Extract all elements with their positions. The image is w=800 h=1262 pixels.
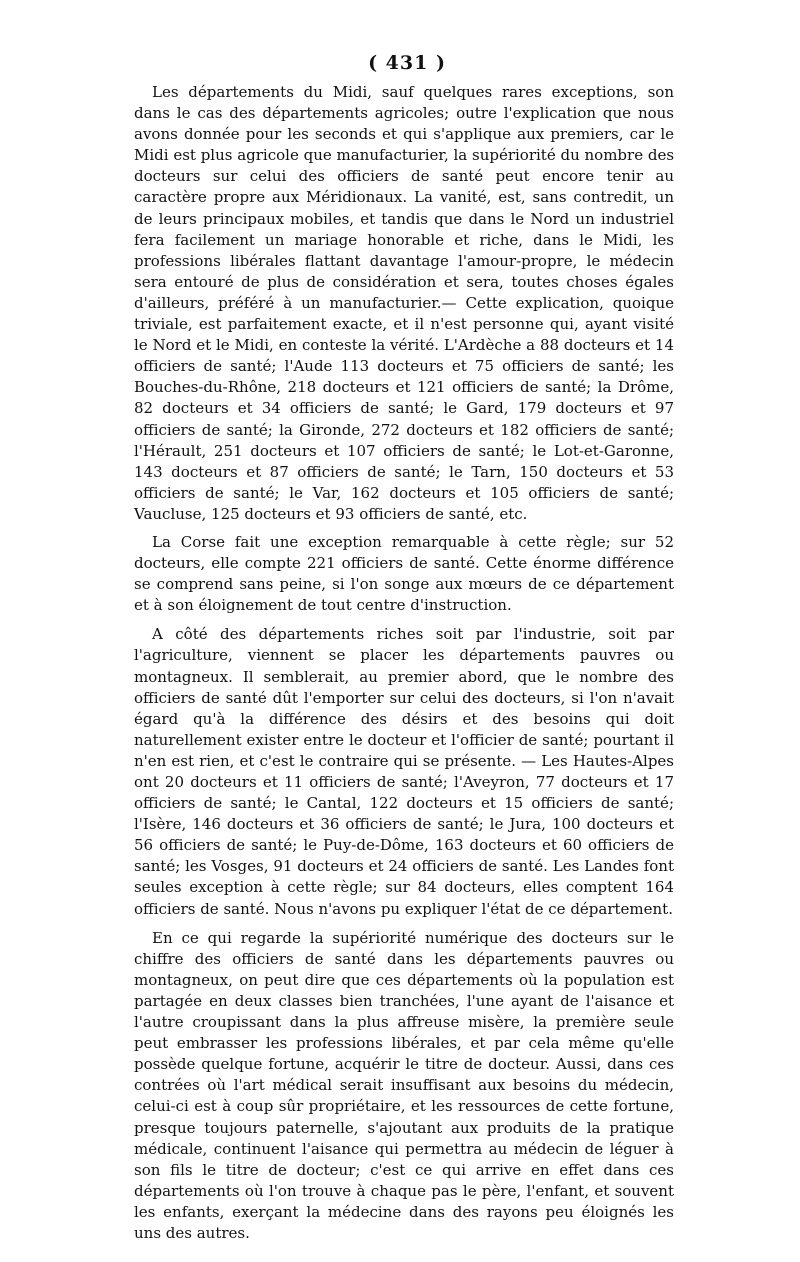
paragraph-1: Les départements du Midi, sauf quelques rares exceptions, son dans le cas des départements agricoles; outre l'explication que nous avons donnée pour les seconds et qui s'applique aux premiers, car le Midi est plus agricole que manufacturier, la supériorité du nombre des docteurs sur celui des officiers de santé peut encore tenir au caractère propre aux Méridionaux. La vanité, est, sans contredit, un de leurs principaux mobiles, et tandis que dans le Nord un industriel fera facilement un mariage honorable et riche, dans le Midi, les professions libérales flattant davantage l'amour-propre, le médecin sera entouré de plus de considération et sera, toutes choses égales d'ailleurs, préféré à un manufacturier.— Cette explication, quoique triviale, est parfaitement exacte, et il n'est personne qui, ayant visité le Nord et le Midi, en conteste la vérité. L'Ardèche a 88 docteurs et 14 officiers de santé; l'Aude 113 docteurs et 75 officiers de santé; les Bouches-du-Rhône, 218 docteurs et 121 officiers de santé; la Drôme, 82 docteurs et 34 officiers de santé; le Gard, 179 docteurs et 97 officiers de santé; la Gironde, 272 docteurs et 182 officiers de santé; l'Hérault, 251 docteurs et 107 officiers de santé; le Lot-et-Garonne, 143 docteurs et 87 officiers de santé; le Tarn, 150 docteurs et 53 officiers de santé; le Var, 162 docteurs et 105 officiers de santé; Vaucluse, 125 docteurs et 93 officiers de santé, etc.: [134, 83, 675, 523]
paragraph-2: La Corse fait une exception remarquable à cette règle; sur 52 docteurs, elle compte 221 officiers de santé. Cette énorme différence se comprend sans peine, si l'on songe aux mœurs de ce département et à son éloignement de tout centre d'instruction.: [134, 532, 674, 615]
document-page: [134, 52, 674, 1252]
paragraph-4: En ce qui regarde la supériorité numérique des docteurs sur le chiffre des officiers de santé dans les départements pauvres ou montagneux, on peut dire que ces départements où la population est partagée en deux classes bien tranchées, l'une ayant de l'aisance et l'autre croupissant dans la plus affreuse misère, la première seule peut embrasser les professions libérales, et par cela même qu'elle possède quelque fortune, acquérir le titre de docteur. Aussi, dans ces contrées où l'art médical serait insuffisant aux besoins du médecin, celui-ci est à coup sûr propriétaire, et les ressources de cette fortune, presque toujours paternelle, s'ajoutant aux produits de la pratique médicale, continuent l'aisance qui permettra au médecin de léguer à son fils le titre de docteur; c'est ce qui arrive en effet dans ces départements où l'on trouve à chaque pas le père, l'enfant, et souvent les enfants, exerçant la médecine dans des rayons peu éloignés les uns des autres.: [134, 928, 674, 1242]
paragraph-3: A côté des départements riches soit par l'industrie, soit par l'agriculture, viennent se placer les départements pauvres ou montagneux. Il semblerait, au premier abord, que le nombre des officiers de santé dût l'emporter sur celui des docteurs, si l'on n'avait égard qu'à la différence des désirs et des besoins qui doit naturellement exister entre le docteur et l'officier de santé; pourtant il n'en est rien, et c'est le contraire qui se présente. — Les Hautes-Alpes ont 20 docteurs et 11 officiers de santé; l'Aveyron, 77 docteurs et 17 officiers de santé; le Cantal, 122 docteurs et 15 officiers de santé; l'Isère, 146 docteurs et 36 officiers de santé; le Jura, 100 docteurs et 56 officiers de santé; le Puy-de-Dôme, 163 docteurs et 60 officiers de santé; les Vosges, 91 docteurs et 24 officiers de santé. Les Landes font seules exception à cette règle; sur 84 docteurs, elles comptent 164 officiers de santé. Nous n'avons pu expliquer l'état de ce département.: [134, 625, 674, 918]
page-number: ( 431 ): [368, 52, 446, 74]
